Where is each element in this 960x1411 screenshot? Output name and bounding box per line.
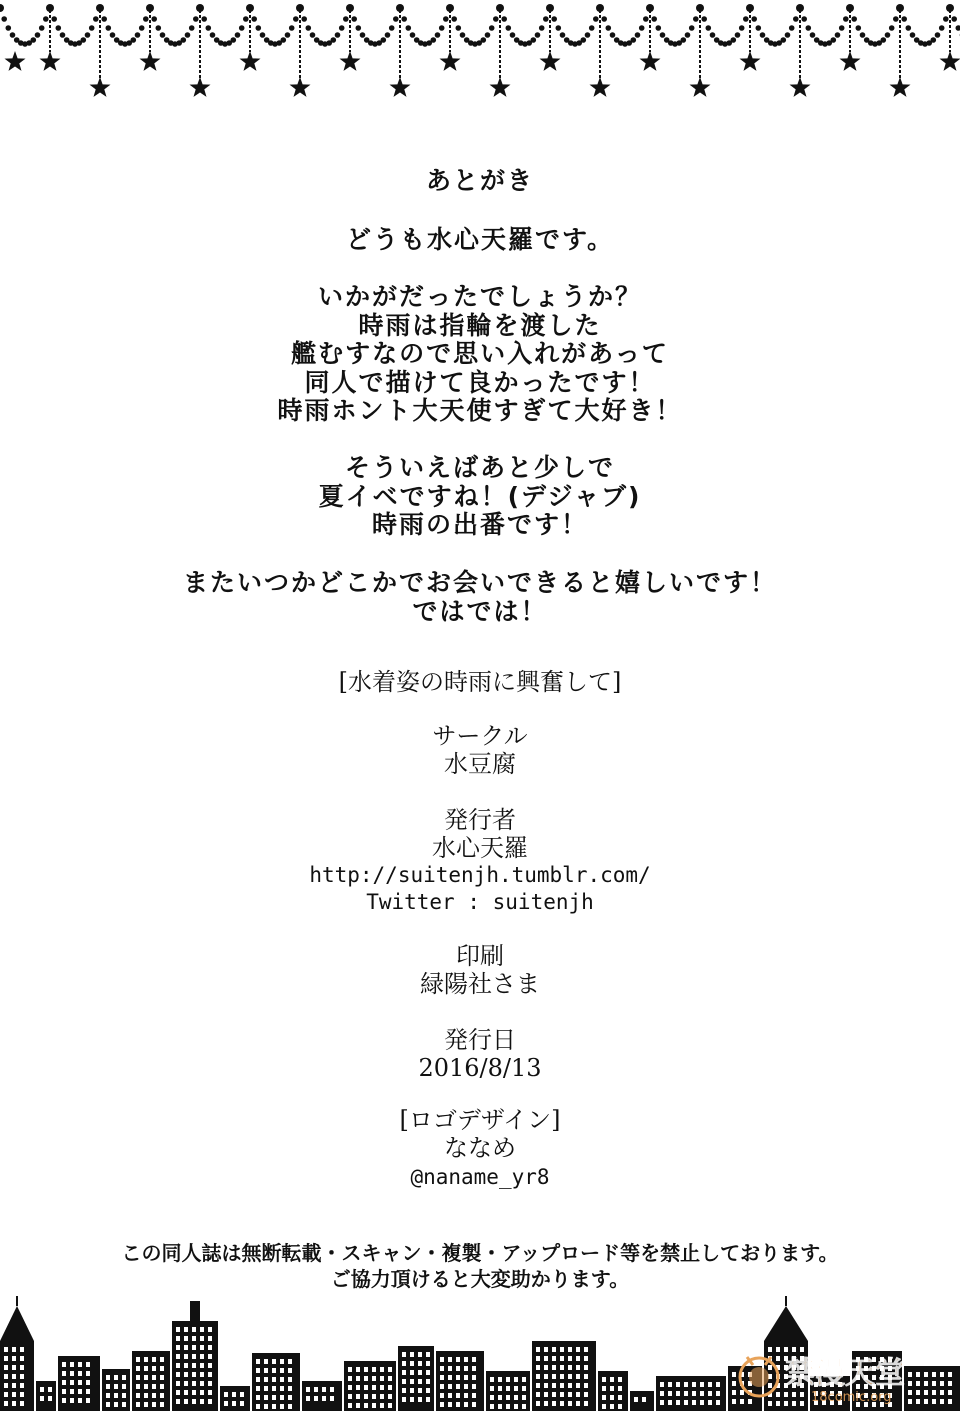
logo-handle-block — [0, 1164, 960, 1191]
star-icon — [340, 51, 361, 71]
star-icon — [190, 77, 211, 97]
circle-name: 水豆腐 — [444, 750, 516, 778]
star-icon — [690, 77, 711, 97]
star-icon — [40, 51, 61, 71]
star-icon — [90, 77, 111, 97]
star-icon — [140, 51, 161, 71]
paragraph-line: ではでは！ — [412, 596, 548, 626]
logo-design-block — [0, 1106, 960, 1162]
paragraph-line: 艦むすなので思い入れがあって — [291, 339, 669, 368]
star-icon — [240, 51, 261, 71]
star-icon — [940, 51, 960, 71]
star-icon — [890, 77, 911, 97]
afterword-greeting: どうも水心天羅です。 — [345, 225, 614, 254]
paragraph-line: 同人で描けて良かったです！ — [304, 367, 656, 397]
star-icon — [590, 77, 611, 97]
book-title-block — [0, 668, 960, 696]
publisher-name: 水心天羅 — [432, 834, 528, 862]
paragraph-line: いかがだったでしょうか？ — [317, 282, 642, 311]
star-icon — [290, 77, 311, 97]
star-icon — [740, 51, 761, 71]
publish-date: 2016/8/13 — [418, 1054, 542, 1082]
garland-decoration — [0, 0, 960, 105]
afterword-greeting-block — [0, 226, 960, 255]
logo-designer: ななめ — [444, 1134, 516, 1162]
twitter-handle: Twitter : suitenjh — [366, 890, 594, 914]
site-watermark — [733, 1345, 948, 1405]
afterword-paragraph-1 — [0, 283, 960, 426]
paragraph-line: 夏イベですね！(デジャブ) — [318, 481, 642, 511]
afterword-heading: あとがき — [425, 166, 534, 195]
paragraph-line: またいつかどこかでお会いできると嬉しいです！ — [182, 568, 777, 597]
publisher-label: 発行者 — [444, 806, 516, 834]
star-icon — [540, 51, 561, 71]
logo-design-label: [ロゴデザイン] — [399, 1106, 561, 1134]
star-icon — [5, 51, 26, 71]
star-icon — [440, 51, 461, 71]
star-icon — [640, 51, 661, 71]
star-icon — [840, 51, 861, 71]
watermark-text: 禁漫天堂 — [785, 1356, 905, 1391]
logo-designer-handle: @naname_yr8 — [410, 1165, 550, 1189]
printer-label: 印刷 — [456, 942, 504, 970]
printer-block — [0, 942, 960, 998]
date-label: 発行日 — [444, 1026, 516, 1054]
copyright-notice — [0, 1240, 960, 1292]
paragraph-line: 時雨は指輪を渡した — [358, 310, 602, 340]
paragraph-line: 時雨の出番です！ — [371, 510, 588, 539]
afterword-paragraph-2 — [0, 454, 960, 540]
date-block — [0, 1026, 960, 1082]
star-icon — [790, 77, 811, 97]
contact-block — [0, 862, 960, 916]
star-icon — [390, 77, 411, 97]
circle-block — [0, 722, 960, 778]
afterword-heading-block — [0, 167, 960, 196]
notice-line: ご協力頂けると大変助かります。 — [330, 1267, 630, 1291]
book-title: [水着姿の時雨に興奮して] — [338, 668, 622, 696]
website-url: http://suitenjh.tumblr.com/ — [309, 863, 651, 887]
star-icon — [490, 77, 511, 97]
publisher-block — [0, 806, 960, 862]
printer-name: 緑陽社さま — [420, 970, 540, 998]
afterword-paragraph-3 — [0, 569, 960, 626]
circle-label: サークル — [432, 722, 528, 750]
watermark-badge-icon — [740, 1357, 778, 1396]
paragraph-line: 時雨ホント大天使すぎて大好き！ — [277, 396, 683, 425]
watermark-subtext: 18comic.org — [811, 1390, 892, 1405]
paragraph-line: そういえばあと少しで — [344, 453, 615, 482]
notice-line: この同人誌は無断転載・スキャン・複製・アップロード等を禁止しております。 — [121, 1241, 839, 1265]
